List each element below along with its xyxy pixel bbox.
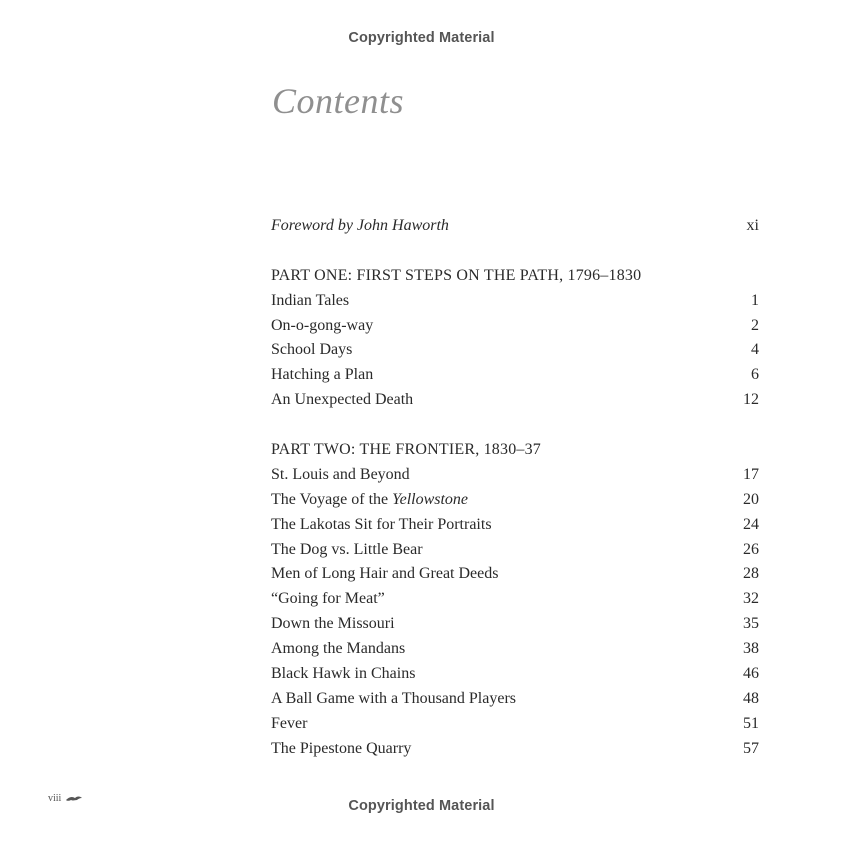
toc-entry-label: Fever — [271, 714, 308, 732]
toc-entry-label: Down the Missouri — [271, 615, 395, 633]
toc-entry-page: 35 — [743, 615, 759, 633]
toc-entry[interactable] — [271, 289, 759, 314]
toc-entry-page: 51 — [743, 714, 759, 732]
toc-entry-page: 48 — [743, 689, 759, 707]
toc-entry[interactable] — [271, 338, 759, 363]
toc-entry-label: Foreword by John Haworth — [271, 217, 449, 234]
toc-entry[interactable] — [271, 488, 759, 513]
toc-entry[interactable] — [271, 513, 759, 538]
toc-entry-label: Men of Long Hair and Great Deeds — [271, 565, 499, 583]
toc-entry[interactable] — [271, 538, 759, 563]
toc-entry-page: 20 — [743, 490, 759, 508]
toc-entry[interactable] — [271, 712, 759, 737]
toc-entry-label-italic: Yellowstone — [392, 490, 469, 508]
toc-entry[interactable] — [271, 662, 759, 687]
toc-entry-page: 6 — [751, 366, 759, 384]
toc-entry-page: 1 — [751, 291, 759, 309]
toc-entry-label: The Dog vs. Little Bear — [271, 540, 423, 558]
toc-entry-label: “Going for Meat” — [271, 590, 385, 608]
toc-entry-page: 2 — [751, 316, 759, 334]
toc-entry-page: 46 — [743, 665, 759, 683]
toc-entry[interactable] — [271, 737, 759, 762]
toc-entry-page: 17 — [743, 465, 759, 483]
toc-entry[interactable] — [271, 562, 759, 587]
part-two-heading: PART TWO: THE FRONTIER, 1830–37 — [271, 441, 542, 459]
toc-entry-page: 26 — [743, 540, 759, 558]
toc-entry-label-text: The Voyage of the — [271, 490, 393, 508]
toc-entry-foreword[interactable] — [271, 214, 759, 239]
toc-entry-page: xi — [746, 217, 759, 234]
page-title: Contents — [272, 81, 405, 121]
toc-entry-label: An Unexpected Death — [271, 391, 414, 409]
folio-page-number: viii — [48, 793, 62, 804]
toc-entry[interactable] — [271, 687, 759, 712]
toc-entry-label: On-o-gong-way — [271, 316, 374, 334]
toc-entry-label: The Pipestone Quarry — [271, 739, 412, 757]
toc-entry-page: 57 — [743, 739, 759, 757]
toc-entry[interactable] — [271, 463, 759, 488]
toc-entry[interactable] — [271, 637, 759, 662]
toc-entry-page: 38 — [743, 640, 759, 658]
toc-entry[interactable] — [271, 314, 759, 339]
toc-entry-page: 4 — [751, 341, 759, 359]
toc-entry-label: A Ball Game with a Thousand Players — [271, 689, 516, 707]
toc-entry[interactable] — [271, 388, 759, 413]
toc-entry-page: 24 — [743, 515, 759, 533]
toc-entry-label — [271, 488, 468, 513]
toc-entry-page: 32 — [743, 590, 759, 608]
toc-entry-label: St. Louis and Beyond — [271, 465, 410, 483]
toc-entry-label: The Lakotas Sit for Their Portraits — [271, 515, 492, 533]
toc-entry-page: 12 — [743, 391, 759, 409]
toc-entry[interactable] — [271, 363, 759, 388]
toc-entry[interactable] — [271, 612, 759, 637]
copyright-watermark-top: Copyrighted Material — [348, 30, 495, 46]
toc-entry-label: Black Hawk in Chains — [271, 665, 416, 683]
toc-entry-page: 28 — [743, 565, 759, 583]
toc-entry[interactable] — [271, 587, 759, 612]
copyright-watermark-bottom: Copyrighted Material — [348, 798, 495, 814]
toc-entry-label: School Days — [271, 341, 353, 359]
table-of-contents — [271, 214, 759, 762]
toc-entry-label: Among the Mandans — [271, 640, 406, 658]
part-one-heading: PART ONE: FIRST STEPS ON THE PATH, 1796–1830 — [271, 266, 642, 284]
toc-entry-label: Indian Tales — [271, 291, 350, 309]
toc-entry-label: Hatching a Plan — [271, 366, 374, 384]
